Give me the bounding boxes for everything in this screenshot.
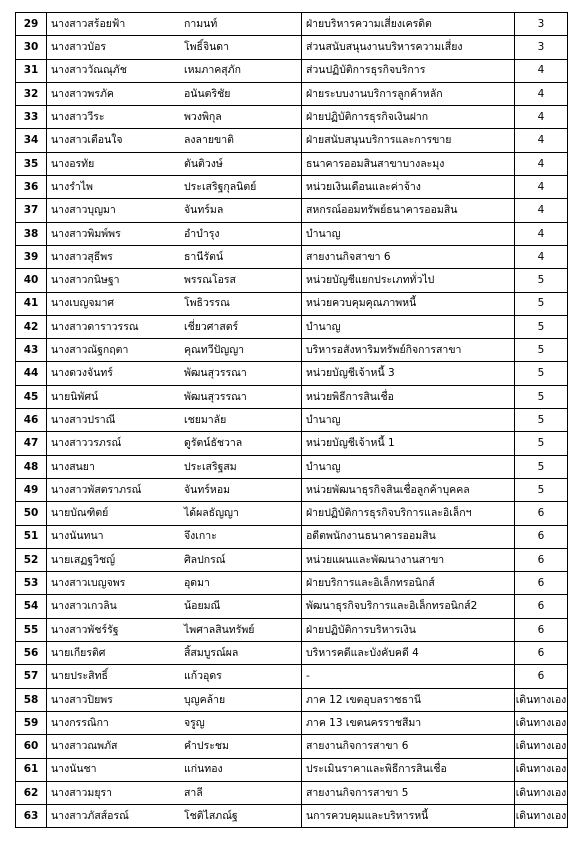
person-name-cell [47, 222, 302, 245]
row-number: 32 [16, 82, 47, 105]
row-number: 47 [16, 432, 47, 455]
first-name: นางกรรณิกา [51, 716, 109, 729]
table-row [16, 409, 568, 432]
table-row [16, 13, 568, 36]
last-name: พัฒนสุวรรณา [184, 367, 247, 380]
first-name: นางอรทัย [51, 157, 95, 170]
last-name: อนันตริชัย [184, 87, 231, 100]
row-number: 45 [16, 385, 47, 408]
first-name: นางสาววรภรณ์ [51, 437, 122, 450]
last-name: น้อยมณี [184, 600, 221, 613]
department-cell: พัฒนาธุรกิจบริการและอิเล็กทรอนิกส์2 [302, 595, 515, 618]
table-row [16, 805, 568, 828]
department-cell: ส่วนปฏิบัติการธุรกิจบริการ [302, 59, 515, 82]
department-cell: หน่วยควบคุมคุณภาพหนี้ [302, 292, 515, 315]
department-cell: สายงานกิจสาขา 6 [302, 245, 515, 268]
last-name: โพธิวรรณ [184, 297, 230, 310]
row-number: 62 [16, 781, 47, 804]
table-row [16, 642, 568, 665]
level-cell: 4 [515, 82, 568, 105]
department-cell: ภาค 12 เขตอุบลราชธานี [302, 688, 515, 711]
level-cell: 5 [515, 269, 568, 292]
row-number: 52 [16, 548, 47, 571]
person-name-cell [47, 805, 302, 828]
table-row [16, 176, 568, 199]
table-row [16, 292, 568, 315]
department-cell: บริหารคดีและบังคับคดี 4 [302, 642, 515, 665]
person-name-cell [47, 711, 302, 734]
first-name: นายนิพัศน์ [51, 390, 99, 403]
table-row [16, 129, 568, 152]
table-row [16, 315, 568, 338]
level-cell: 3 [515, 13, 568, 36]
first-name: นายบัณฑิตย์ [51, 507, 109, 520]
department-cell: ประเมินราคาและพิธีการสินเชื่อ [302, 758, 515, 781]
table-row [16, 595, 568, 618]
last-name: ได้ผลธัญญา [184, 507, 239, 520]
level-cell: เดินทางเอง [515, 711, 568, 734]
level-cell: 5 [515, 315, 568, 338]
department-cell: ฝ่ายปฏิบัติการธุรกิจบริการและอิเล็กฯ [302, 502, 515, 525]
level-cell: 5 [515, 409, 568, 432]
person-name-cell [47, 59, 302, 82]
person-name-cell [47, 525, 302, 548]
level-cell: 5 [515, 339, 568, 362]
person-name-cell [47, 618, 302, 641]
department-cell: หน่วยพิธีการสินเชื่อ [302, 385, 515, 408]
table-row [16, 269, 568, 292]
last-name: ตันติวงษ์ [184, 157, 223, 170]
first-name: นางสาวมยุรา [51, 786, 113, 799]
first-name: นางสาวพิมพ์พร [51, 227, 121, 240]
last-name: โชติไสภณ์ฐ [184, 809, 238, 822]
department-cell: ภาค 13 เขตนครราชสีมา [302, 711, 515, 734]
row-number: 53 [16, 572, 47, 595]
table-row [16, 502, 568, 525]
person-name-cell [47, 642, 302, 665]
first-name: นางนันชา [51, 763, 97, 776]
table-row [16, 455, 568, 478]
first-name: นางสาวพัสตราภรณ์ [51, 483, 142, 496]
row-number: 58 [16, 688, 47, 711]
last-name: สาลี [184, 786, 203, 799]
last-name: ประเสริฐกุลนิตย์ [184, 180, 257, 193]
level-cell: 5 [515, 362, 568, 385]
person-name-cell [47, 478, 302, 501]
row-number: 33 [16, 106, 47, 129]
roster-sheet [15, 12, 567, 828]
row-number: 59 [16, 711, 47, 734]
person-name-cell [47, 82, 302, 105]
level-cell: 4 [515, 152, 568, 175]
last-name: โพธิ์จินดา [184, 41, 230, 54]
last-name: พวงพิกุล [184, 111, 222, 124]
department-cell: ธนาคารออมสินสาขาบางละมุง [302, 152, 515, 175]
person-name-cell [47, 735, 302, 758]
row-number: 42 [16, 315, 47, 338]
row-number: 57 [16, 665, 47, 688]
department-cell: หน่วยแผนและพัฒนางานสาขา [302, 548, 515, 571]
last-name: พรรณโอรส [184, 274, 236, 287]
first-name: นายเกียรติศ [51, 646, 106, 659]
department-cell: บริหารอสังหาริมทรัพย์กิจการสาขา [302, 339, 515, 362]
department-cell: ฝ่ายบริหารความเสี่ยงเครดิต [302, 13, 515, 36]
table-row [16, 572, 568, 595]
first-name: นางสาวเบญจพร [51, 577, 126, 590]
table-row [16, 618, 568, 641]
table-row [16, 548, 568, 571]
level-cell: 4 [515, 59, 568, 82]
level-cell: 5 [515, 455, 568, 478]
department-cell: สายงานกิจการสาขา 6 [302, 735, 515, 758]
table-row [16, 245, 568, 268]
row-number: 50 [16, 502, 47, 525]
person-name-cell [47, 269, 302, 292]
last-name: ดูรัตน์ธัชวาล [184, 437, 243, 450]
person-name-cell [47, 572, 302, 595]
level-cell: 6 [515, 595, 568, 618]
table-row [16, 525, 568, 548]
row-number: 43 [16, 339, 47, 362]
department-cell: ฝ่ายระบบงานบริการลูกค้าหลัก [302, 82, 515, 105]
first-name: นางสาวเกวลิน [51, 600, 117, 613]
first-name: นางสาวบุญมา [51, 204, 116, 217]
first-name: นางดวงจันทร์ [51, 367, 113, 380]
level-cell: เดินทางเอง [515, 735, 568, 758]
row-number: 37 [16, 199, 47, 222]
row-number: 34 [16, 129, 47, 152]
level-cell: 5 [515, 292, 568, 315]
last-name: แก่นทอง [184, 763, 223, 776]
last-name: พัฒนสุวรรณา [184, 390, 247, 403]
table-row [16, 199, 568, 222]
last-name: คุณทวีปัญญา [184, 344, 245, 357]
table-row [16, 781, 568, 804]
person-name-cell [47, 129, 302, 152]
row-number: 61 [16, 758, 47, 781]
department-cell: บำนาญ [302, 409, 515, 432]
row-number: 44 [16, 362, 47, 385]
level-cell: 4 [515, 129, 568, 152]
first-name: นางสาวณัฐกฤตา [51, 344, 129, 357]
person-name-cell [47, 432, 302, 455]
roster-table [15, 12, 568, 828]
first-name: นางสาวปราณี [51, 413, 116, 426]
first-name: นางสาวภัสส์อรณ์ [51, 809, 129, 822]
last-name: อำบำรุง [184, 227, 220, 240]
row-number: 49 [16, 478, 47, 501]
department-cell: นการควบคุมและบริหารหนี้ [302, 805, 515, 828]
level-cell: 6 [515, 525, 568, 548]
row-number: 54 [16, 595, 47, 618]
department-cell: บำนาญ [302, 315, 515, 338]
level-cell: 4 [515, 222, 568, 245]
person-name-cell [47, 176, 302, 199]
department-cell: หน่วยพัฒนาธุรกิจสินเชื่อลูกค้าบุคคล [302, 478, 515, 501]
level-cell: 4 [515, 199, 568, 222]
level-cell: 6 [515, 502, 568, 525]
level-cell: 3 [515, 36, 568, 59]
last-name: สิ้สมบูรณ์ผล [184, 646, 239, 659]
person-name-cell [47, 315, 302, 338]
first-name: นางสาวสุธีพร [51, 250, 113, 263]
table-row [16, 385, 568, 408]
row-number: 39 [16, 245, 47, 268]
person-name-cell [47, 292, 302, 315]
row-number: 60 [16, 735, 47, 758]
department-cell: - [302, 665, 515, 688]
table-row [16, 758, 568, 781]
first-name: นางสาวพัชร์รัฐ [51, 623, 119, 636]
table-row [16, 152, 568, 175]
first-name: นายประสิทธิ์ [51, 670, 108, 683]
last-name: อุดมา [184, 577, 210, 590]
last-name: คำประชม [184, 740, 229, 753]
last-name: ไพศาลสินทรัพย์ [184, 623, 255, 636]
person-name-cell [47, 548, 302, 571]
level-cell: 5 [515, 385, 568, 408]
first-name: นางสาววัณณุภัช [51, 64, 127, 77]
row-number: 38 [16, 222, 47, 245]
first-name: นางรำไพ [51, 180, 93, 193]
first-name: นางเบญจมาศ [51, 297, 115, 310]
person-name-cell [47, 245, 302, 268]
row-number: 35 [16, 152, 47, 175]
last-name: จันทร์หอม [184, 483, 231, 496]
first-name: นางสาวสร้อยฟ้า [51, 17, 126, 30]
person-name-cell [47, 595, 302, 618]
table-row [16, 688, 568, 711]
roster-body [16, 13, 568, 828]
person-name-cell [47, 339, 302, 362]
row-number: 41 [16, 292, 47, 315]
department-cell: หน่วยบัญชีเจ้าหนี้ 3 [302, 362, 515, 385]
department-cell: ฝ่ายปฏิบัติการบริหารเงิน [302, 618, 515, 641]
person-name-cell [47, 199, 302, 222]
row-number: 48 [16, 455, 47, 478]
person-name-cell [47, 758, 302, 781]
last-name: จรูญ [184, 716, 205, 729]
person-name-cell [47, 781, 302, 804]
department-cell: ฝ่ายปฏิบัติการธุรกิจเงินฝาก [302, 106, 515, 129]
last-name: แก้วอุดร [184, 670, 222, 683]
level-cell: เดินทางเอง [515, 805, 568, 828]
table-row [16, 59, 568, 82]
department-cell: ส่วนสนับสนุนงานบริหารความเสี่ยง [302, 36, 515, 59]
first-name: นางสาวดาราวรรณ [51, 320, 139, 333]
row-number: 63 [16, 805, 47, 828]
first-name: นางสาวบัอร [51, 41, 107, 54]
table-row [16, 478, 568, 501]
department-cell: สายงานกิจการสาขา 5 [302, 781, 515, 804]
first-name: นางสาวเตือนใจ [51, 134, 123, 147]
department-cell: บำนาญ [302, 222, 515, 245]
last-name: จึงเกาะ [184, 530, 217, 543]
last-name: บุญคล้าย [184, 693, 226, 706]
department-cell: ฝ่ายบริการและอิเล็กทรอนิกส์ [302, 572, 515, 595]
level-cell: 6 [515, 572, 568, 595]
row-number: 31 [16, 59, 47, 82]
row-number: 51 [16, 525, 47, 548]
department-cell: หน่วยเงินเดือนและค่าจ้าง [302, 176, 515, 199]
first-name: นางสาวณพภัส [51, 740, 118, 753]
row-number: 30 [16, 36, 47, 59]
row-number: 46 [16, 409, 47, 432]
table-row [16, 36, 568, 59]
table-row [16, 339, 568, 362]
person-name-cell [47, 36, 302, 59]
table-row [16, 82, 568, 105]
level-cell: เดินทางเอง [515, 688, 568, 711]
level-cell: 6 [515, 618, 568, 641]
person-name-cell [47, 385, 302, 408]
person-name-cell [47, 362, 302, 385]
department-cell: หน่วยบัญชีแยกประเภททั่วไป [302, 269, 515, 292]
person-name-cell [47, 409, 302, 432]
first-name: นางสนยา [51, 460, 95, 473]
department-cell: บำนาญ [302, 455, 515, 478]
person-name-cell [47, 13, 302, 36]
last-name: ลงลายขาติ [184, 134, 234, 147]
level-cell: 5 [515, 478, 568, 501]
table-row [16, 711, 568, 734]
last-name: เชี่ยวศาสตร์ [184, 320, 239, 333]
level-cell: 6 [515, 642, 568, 665]
person-name-cell [47, 502, 302, 525]
last-name: ธานีรัตน์ [184, 250, 224, 263]
row-number: 36 [16, 176, 47, 199]
table-row [16, 106, 568, 129]
level-cell: 6 [515, 665, 568, 688]
level-cell: 6 [515, 548, 568, 571]
level-cell: 4 [515, 176, 568, 199]
last-name: ประเสริฐสม [184, 460, 237, 473]
level-cell: เดินทางเอง [515, 781, 568, 804]
first-name: นางสาวกนิษฐา [51, 274, 120, 287]
table-row [16, 222, 568, 245]
first-name: นางสาววีระ [51, 111, 105, 124]
last-name: เหมภาคสุภัก [184, 64, 241, 77]
last-name: กามนท์ [184, 17, 218, 30]
table-row [16, 735, 568, 758]
person-name-cell [47, 106, 302, 129]
person-name-cell [47, 152, 302, 175]
row-number: 29 [16, 13, 47, 36]
level-cell: 4 [515, 106, 568, 129]
row-number: 55 [16, 618, 47, 641]
last-name: จันทร์มล [184, 204, 224, 217]
level-cell: เดินทางเอง [515, 758, 568, 781]
level-cell: 5 [515, 432, 568, 455]
department-cell: หน่วยบัญชีเจ้าหนี้ 1 [302, 432, 515, 455]
department-cell: สหกรณ์ออมทรัพย์ธนาคารออมสิน [302, 199, 515, 222]
table-row [16, 665, 568, 688]
person-name-cell [47, 455, 302, 478]
first-name: นางนันทนา [51, 530, 104, 543]
first-name: นางสาวปิยพร [51, 693, 113, 706]
last-name: ศิลปกรณ์ [184, 553, 226, 566]
person-name-cell [47, 665, 302, 688]
row-number: 56 [16, 642, 47, 665]
first-name: นางสาวพรภัค [51, 87, 114, 100]
person-name-cell [47, 688, 302, 711]
last-name: เชยมาลัย [184, 413, 227, 426]
department-cell: ฝ่ายสนับสนุนบริการและการขาย [302, 129, 515, 152]
row-number: 40 [16, 269, 47, 292]
level-cell: 4 [515, 245, 568, 268]
table-row [16, 362, 568, 385]
department-cell: อดีตพนักงานธนาคารออมสิน [302, 525, 515, 548]
first-name: นายเสฏฐวิชญ์ [51, 553, 116, 566]
table-row [16, 432, 568, 455]
